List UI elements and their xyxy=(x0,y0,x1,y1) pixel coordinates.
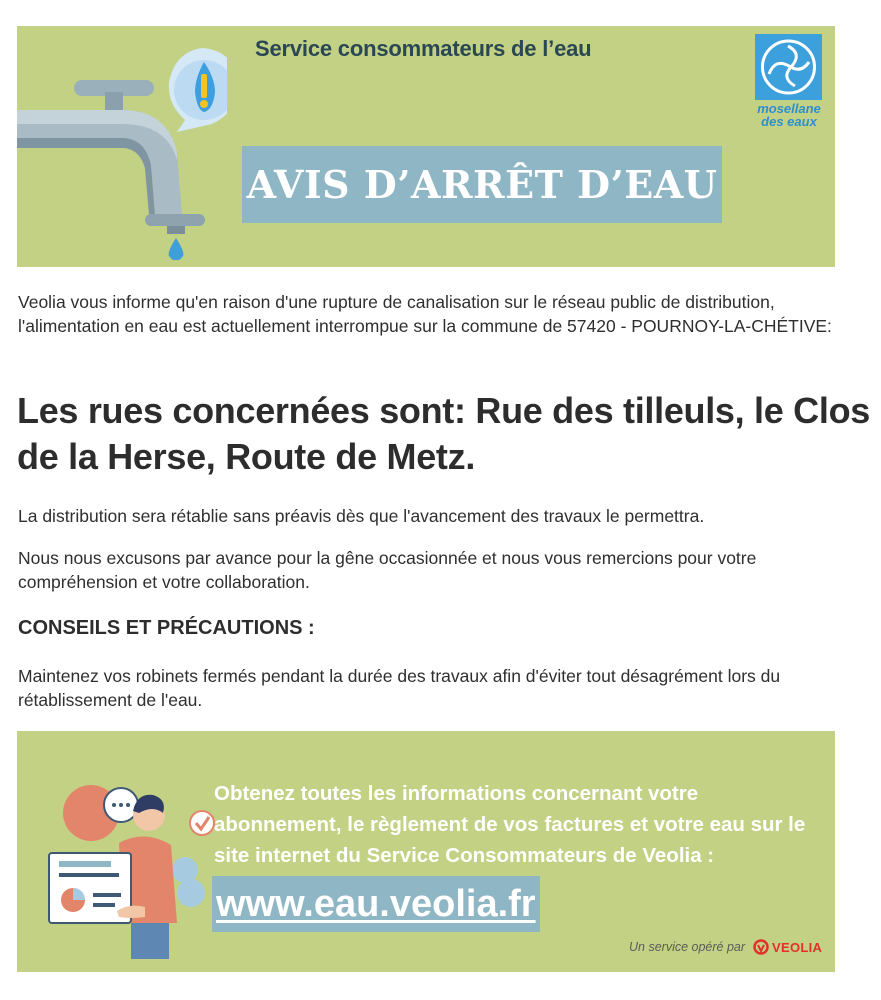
veolia-brand: VEOLIA xyxy=(772,939,823,955)
logo-text-line1: mosellane xyxy=(757,101,821,116)
mosellane-logo xyxy=(755,34,822,132)
logo-text-line2: des eaux xyxy=(761,114,817,129)
warning-drop-icon xyxy=(201,74,207,98)
apology-paragraph: Nous nous excusons par avance pour la gêne occasionnée et nous vous remercions pour votre compréhension et votre collaboration. xyxy=(18,548,757,592)
url-box[interactable] xyxy=(212,876,540,932)
header-banner xyxy=(17,26,835,267)
headline-box xyxy=(242,146,722,223)
headline: AVIS D’ARRÊT D’EAU xyxy=(246,162,718,207)
footer-banner xyxy=(17,731,835,972)
service-title: Service consommateurs de l’eau xyxy=(255,36,592,61)
advice-heading: CONSEILS ET PRÉCAUTIONS : xyxy=(18,617,315,639)
website-link[interactable]: www.eau.veolia.fr xyxy=(216,882,536,925)
intro-paragraph: Veolia vous informe qu'en raison d'une rupture de canalisation sur le réseau public de distribution, l'alimentation en eau est actuellement interrompue sur la commune de 57420 - POURNOY-LA-CHÉTIVE: xyxy=(18,292,832,336)
operated-by-text: Un service opéré par xyxy=(629,940,746,954)
veolia-logo-icon xyxy=(753,939,769,955)
advice-paragraph: Maintenez vos robinets fermés pendant la durée des travaux afin d'éviter tout désagrément lors du rétablissement de l'eau. xyxy=(18,666,781,710)
person-illustration xyxy=(41,783,221,963)
streets-heading: Les rues concernées sont: Rue des tilleuls, le Clos de la Herse, Route de Metz. xyxy=(17,390,870,477)
footer-info: Obtenez toutes les informations concernant votre abonnement, le règlement de vos factures et votre eau sur le site internet du Service Consommateurs de Veolia : xyxy=(214,782,806,867)
veolia-logo xyxy=(753,939,822,955)
restore-paragraph: La distribution sera rétablie sans préavis dès que l'avancement des travaux le permettra. xyxy=(18,506,705,526)
faucet-icon xyxy=(17,40,227,260)
